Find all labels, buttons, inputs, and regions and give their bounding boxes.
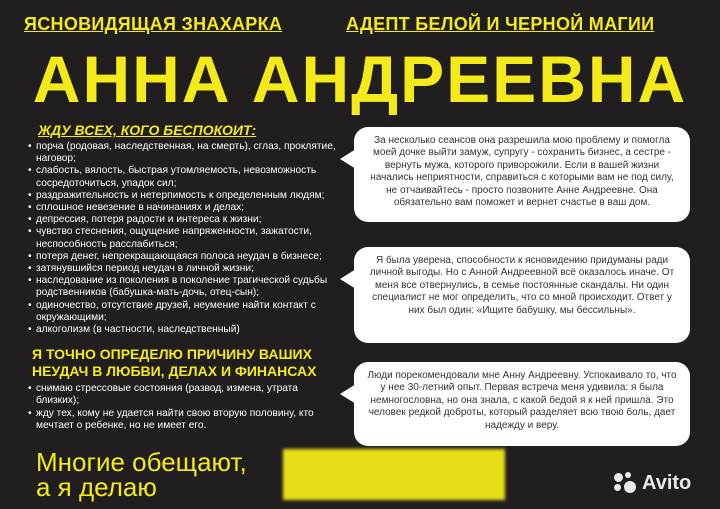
header-left-title: ЯСНОВИДЯЩАЯ ЗНАХАРКА [24,14,283,34]
blurred-contact-box [283,449,505,500]
testimonial-bubble-3: Люди порекомендовали мне Анну Андреевну. Успокаивало то, что у нее 30-летний опыт. Первая встреча меня удивила: я была немногословна, но она знала, с какой бедой я к ней пришла. Это человек редкой доброты, который разделяет всю твою боль, дает надежду и веру. [354,362,690,446]
slogan [36,447,247,502]
list-item: • слабость, вялость, быстрая утомляемость, невозможность сосредоточиться, упадок сил; [28,165,338,189]
list-item: • потеря денег, непрекращающаяся полоса неудач в бизнесе; [28,251,338,263]
header-right-title: АДЕПТ БЕЛОЙ И ЧЕРНОЙ МАГИИ [346,14,655,34]
list-item: • жду тех, кому не удается найти свою вторую половину, кто мечтает о ребенке, но не имеет его. [28,408,338,432]
list-item: • порча (родовая, наследственная, на смерть), сглаз, проклятие, наговор; [28,141,338,165]
testimonial-bubble-1: За несколько сеансов она разрешила мою проблему и помогла моей дочке выйти замуж, супругу - сохранить бизнес, а сестре - вернуть мужа, которого приворожили. Если в вашей жизни начались неприятности, справиться с которыми вам не под силу, не отчаивайтесь - просто позвоните Анне Андреевне. Она обязательно вам поможет и вернет счастье в ваш дом. [354,127,690,222]
list-item: • наследование из поколения в поколение трагической судьбы родственников (бабушка-мать-дочь, отец-сын); [28,275,338,299]
services-list [28,141,338,336]
list-item: • снимаю стрессовые состояния (развод, измена, утрата близких); [28,383,338,407]
services-heading: ЖДУ ВСЕХ, КОГО БЕСПОКОИТ: [38,122,257,138]
list-item: • алкоголизм (в частности, наследственный) [28,324,338,336]
avito-logo-icon [612,470,638,496]
list-item: • депрессия, потеря радости и интереса к жизни; [28,214,338,226]
list-item: • одиночество, отсутствие друзей, неумение найти контакт с окружающими; [28,300,338,324]
list-item: • раздражительность и нетерпимость к определенным людям; [28,190,338,202]
promise-list [28,383,338,432]
list-item: • затянувшийся период неудач в личной жизни; [28,263,338,275]
list-item: • чувство стеснения, ощущение напряженности, зажатости, неспособность расслабиться; [28,226,338,250]
list-item: • сплошное невезение в начинаниях и делах; [28,202,338,214]
page-title: АННА АНДРЕЕВНА [32,42,688,116]
services-column [28,122,338,432]
avito-text: Avito [642,471,692,494]
avito-watermark [612,470,691,496]
slogan-line-1: Многие обещают, [36,447,247,477]
promise-heading: Я ТОЧНО ОПРЕДЕЛЮ ПРИЧИНУ ВАШИХ НЕУДАЧ В ЛЮБВИ, ДЕЛАХ И ФИНАНСАХ [32,346,317,380]
slogan-line-2: а я делаю [36,472,157,502]
testimonial-bubble-2: Я была уверена, способности к ясновидению придуманы ради личной выгоды. Но с Анной Андреевной всё оказалось иначе. От меня все отвернулись, в семье постоянные скандалы. Ни один специалист не мог определить, что со мной происходит. Ответ у них был один: «Ищите бабушку, мы бессильны». [354,247,690,343]
